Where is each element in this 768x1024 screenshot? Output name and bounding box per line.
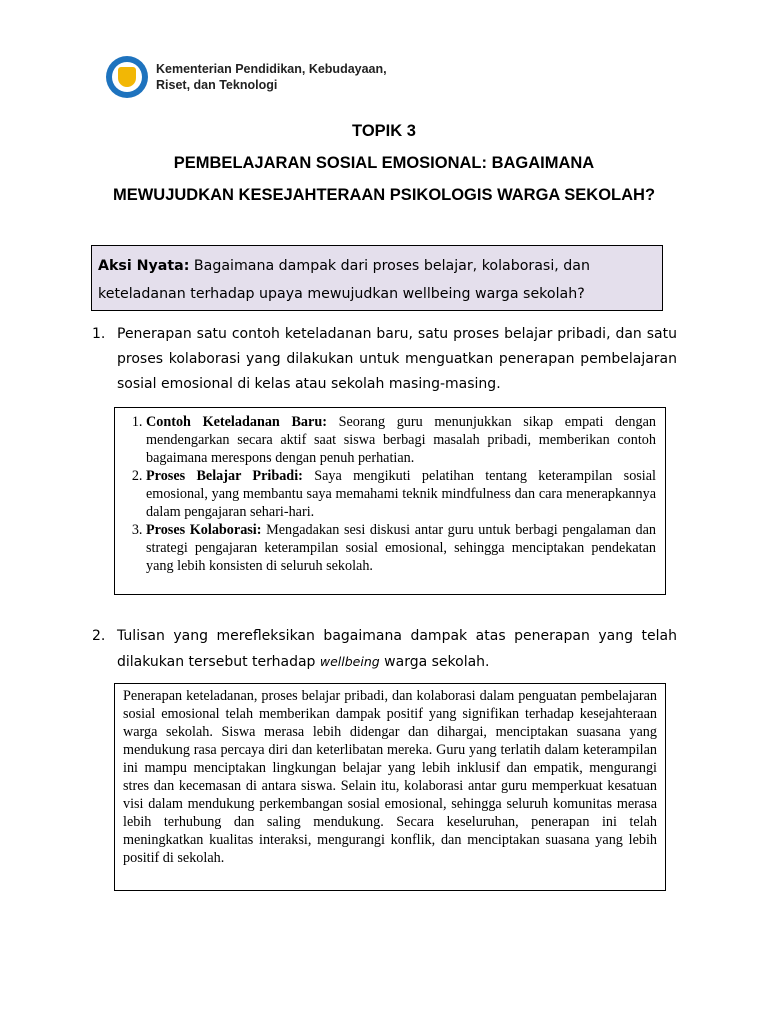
question-2 [92, 624, 677, 675]
question-2-text-before: Tulisan yang merefleksikan bagaimana dampak atas penerapan yang telah dilakukan tersebut terhadap [117, 628, 677, 670]
question-1-text: Penerapan satu contoh keteladanan baru, satu proses belajar pribadi, dan satu proses kolaborasi yang dilakukan untuk menguatkan penerapan pembelajaran sosial emosional di kelas atau sekolah masing-masing. [117, 326, 677, 392]
question-2-text [117, 624, 677, 675]
answer-1-item-text: Saya mengikuti pelatihan tentang keterampilan sosial emosional, yang membantu saya memahami teknik mindfulness dan cara menerapkannya dalam pengajaran sehari-hari. [146, 468, 656, 520]
answer-1-item-label: Contoh Keteladanan Baru: [146, 414, 327, 430]
aksi-nyata-box [91, 245, 663, 311]
answer-1-item-label: Proses Kolaborasi: [146, 522, 262, 538]
question-1 [92, 322, 677, 397]
answer-1-item [146, 413, 656, 467]
ministry-logo-icon [106, 56, 148, 98]
answer-1-item-label: Proses Belajar Pribadi: [146, 468, 303, 484]
answer-1-box [114, 407, 666, 595]
ministry-name [156, 61, 387, 93]
ministry-name-line1: Kementerian Pendidikan, Kebudayaan, [156, 62, 387, 76]
answer-1-list [123, 413, 656, 575]
topic-title-line1: PEMBELAJARAN SOSIAL EMOSIONAL: BAGAIMANA [173, 154, 595, 172]
question-2-number: 2. [92, 628, 106, 644]
question-2-text-after: warga sekolah. [379, 654, 490, 670]
answer-1-item-text: Mengadakan sesi diskusi antar guru untuk berbagi pengalaman dan strategi pengajaran keterampilan sosial emosional, sehingga menciptakan pendekatan yang lebih konsisten di seluruh sekolah. [146, 522, 656, 574]
topic-title-line2: MEWUJUDKAN KESEJAHTERAAN PSIKOLOGIS WARGA SEKOLAH? [112, 186, 656, 204]
answer-1-item [146, 467, 656, 521]
aksi-nyata-text: Bagaimana dampak dari proses belajar, kolaborasi, dan keteladanan terhadap upaya mewujudkan wellbeing warga sekolah? [98, 258, 590, 302]
ministry-header [106, 54, 387, 100]
answer-2-box: Penerapan keteladanan, proses belajar pribadi, dan kolaborasi dalam penguatan pembelajaran sosial emosional telah memberikan dampak positif yang signifikan terhadap kesejahteraan warga sekolah. Siswa merasa lebih didengar dan dihargai, menciptakan suasana yang mendukung rasa percaya diri dan keterlibatan mereka. Guru yang terlatih dalam keterampilan ini mampu menciptakan lingkungan belajar yang lebih inklusif dan empatik, mengurangi stres dan kecemasan di antara siswa. Selain itu, kolaborasi antar guru memperkuat kesatuan visi dalam mendukung perkembangan sosial emosional, sehingga seluruh komunitas merasa lebih terhubung dan saling mendukung. Secara keseluruhan, penerapan ini telah meningkatkan kualitas interaksi, mengurangi konflik, dan menciptakan suasana yang lebih positif di sekolah. [114, 683, 666, 891]
ministry-name-line2: Riset, dan Teknologi [156, 78, 278, 92]
aksi-nyata-label: Aksi Nyata: [98, 258, 190, 274]
question-1-number: 1. [92, 326, 106, 342]
question-2-italic: wellbeing [319, 654, 380, 669]
topic-number: TOPIK 3 [352, 122, 416, 140]
answer-1-item-text: Seorang guru menunjukkan sikap empati dengan mendengarkan secara aktif saat siswa berbagi masalah pribadi, memberikan contoh bagaimana merespons dengan penuh perhatian. [146, 414, 657, 466]
answer-1-item [146, 521, 656, 575]
